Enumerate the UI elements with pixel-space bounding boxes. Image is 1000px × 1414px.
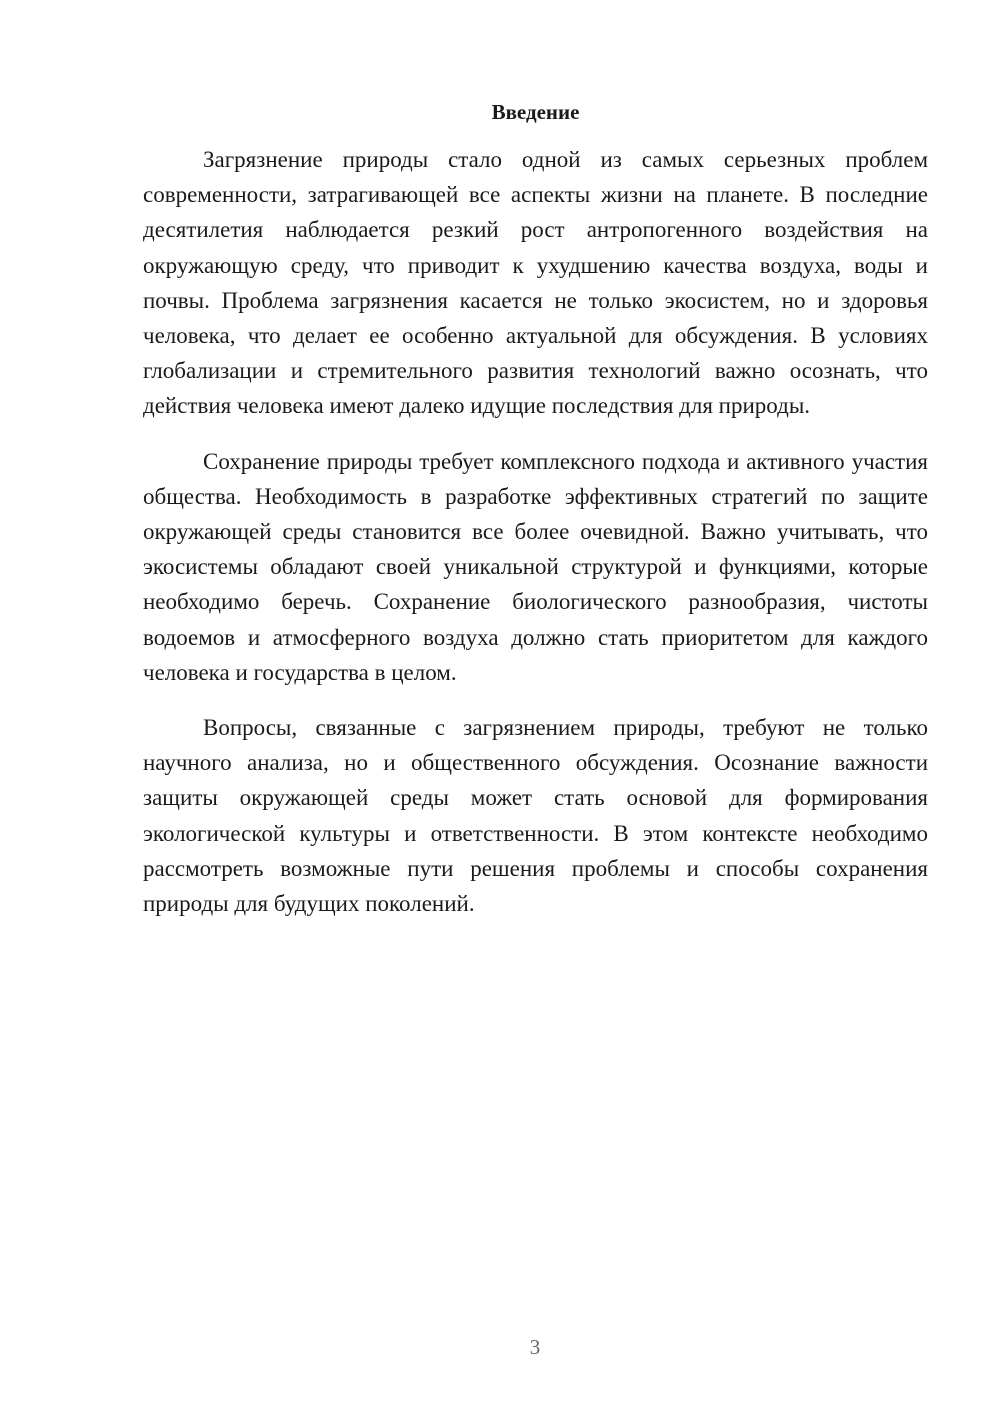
body-text [143,142,928,921]
page-number: 3 [529,1335,541,1359]
paragraph: Вопросы, связанные с загрязнением природы, требуют не только научного анализа, но и общественного обсуждения. Осознание важности защиты окружающей среды может стать основой для формирования экологической культуры и ответственности. В этом контексте необходимо рассмотреть возможные пути решения проблемы и способы сохранения природы для будущих поколений. [143,715,928,917]
section-heading: Введение [491,100,580,124]
paragraph: Загрязнение природы стало одной из самых серьезных проблем современности, затрагивающей все аспекты жизни на планете. В последние десятилетия наблюдается резкий рост антропогенного воздействия на окружающую среду, что приводит к ухудшению качества воздуха, воды и почвы. Проблема загрязнения касается не только экосистем, но и здоровья человека, что делает ее особенно актуальной для обсуждения. В условиях глобализации и стремительного развития технологий важно осознать, что действия человека имеют далеко идущие последствия для природы. [143,147,928,419]
paragraph: Сохранение природы требует комплексного подхода и активного участия общества. Необходимость в разработке эффективных стратегий по защите окружающей среды становится все более очевидной. Важно учитывать, что экосистемы обладают своей уникальной структурой и функциями, которые необходимо беречь. Сохранение биологического разнообразия, чистоты водоемов и атмосферного воздуха должно стать приоритетом для каждого человека и государства в целом. [143,448,928,685]
